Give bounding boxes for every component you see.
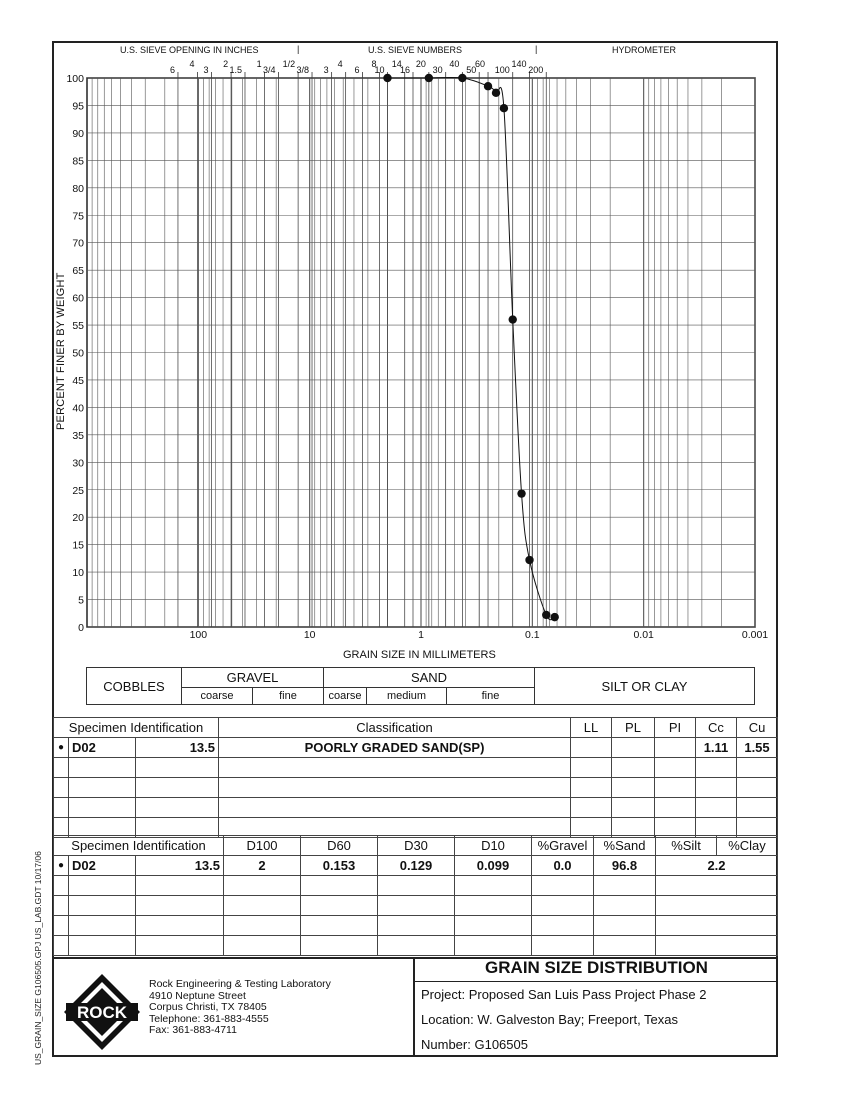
sand-pct-header: %Sand [594, 836, 656, 856]
header-divider-2: | [535, 44, 538, 54]
data-point [425, 74, 433, 82]
number-value: G106505 [474, 1037, 528, 1052]
data-point [509, 315, 517, 323]
title-underline [415, 981, 778, 982]
lab-city: Corpus Christi, TX 78405 [149, 1001, 267, 1013]
lab-street: 4910 Neptune Street [149, 989, 246, 1002]
y-tick-label: 10 [72, 567, 84, 580]
silt-pct-header: %Silt [656, 836, 717, 856]
cobbles-cell: COBBLES [87, 668, 182, 705]
sieve-number-label: 200 [528, 65, 544, 75]
y-tick-label: 15 [72, 539, 84, 552]
d30-header: D30 [378, 836, 455, 856]
empty-row [54, 876, 778, 896]
y-tick-label: 60 [72, 292, 84, 305]
pl-value [612, 738, 655, 758]
empty-row [54, 916, 778, 936]
gravel-pct-value: 0.0 [532, 856, 594, 876]
y-tick-label: 65 [72, 265, 84, 278]
y-tick-label: 30 [72, 457, 84, 470]
sieve-inch-label: 3 [203, 65, 209, 75]
project-label: Project: [421, 987, 466, 1002]
clay-pct-header: %Clay [717, 836, 778, 856]
number-line [421, 1037, 528, 1052]
report-title: GRAIN SIZE DISTRIBUTION [485, 958, 708, 977]
d60-value: 0.153 [301, 856, 378, 876]
y-tick-label: 50 [72, 347, 84, 360]
y-tick-label: 95 [72, 100, 84, 113]
silt-clay-cell: SILT OR CLAY [535, 668, 755, 705]
sieve-number-label: 8 [371, 59, 377, 69]
sieve-number-label: 30 [432, 65, 443, 75]
sieve-number-label: 60 [475, 59, 486, 69]
classification-bar [86, 667, 755, 705]
sieve-number-label: 3 [323, 65, 329, 75]
d10-header: D10 [455, 836, 532, 856]
y-tick-label: 70 [72, 237, 84, 250]
data-point [458, 74, 466, 82]
data-point [550, 613, 558, 621]
sieve-inch-label: 2 [223, 59, 229, 69]
y-tick-label: 100 [66, 73, 84, 85]
d100-header: D100 [224, 836, 301, 856]
classification-table [53, 717, 778, 838]
sieve-number-label: 140 [511, 59, 527, 69]
logo-text: ROCK [76, 1003, 128, 1022]
classification-header: Classification [219, 718, 571, 738]
sieve-inch-label: 1 [256, 59, 262, 69]
spec-id-header-2: Specimen Identification [54, 836, 224, 856]
pi-header: PI [655, 718, 696, 738]
sieve-inch-label: 1.5 [229, 65, 242, 75]
ll-value [571, 738, 612, 758]
gravel-fine-cell: fine [253, 687, 324, 704]
data-point [517, 489, 525, 497]
x-tick-label: 0.001 [741, 629, 769, 641]
pi-value [655, 738, 696, 758]
data-point [525, 556, 533, 564]
sieve-inch-label: 6 [169, 65, 175, 75]
gradation-table [53, 835, 778, 956]
y-tick-label: 35 [72, 429, 84, 442]
sieve-number-label: 4 [337, 59, 343, 69]
specimen-depth: 13.5 [136, 738, 219, 758]
d100-value: 2 [224, 856, 301, 876]
sand-pct-value: 96.8 [594, 856, 656, 876]
y-tick-label: 5 [78, 594, 84, 607]
data-point [492, 89, 500, 97]
sieve-inch-label: 1/2 [282, 59, 296, 69]
sieve-number-label: 40 [449, 59, 460, 69]
sieve-inch-label: 3/8 [296, 65, 310, 75]
rock-logo [62, 972, 142, 1052]
spec-id-header: Specimen Identification [54, 718, 219, 738]
y-tick-label: 75 [72, 210, 84, 223]
data-point [542, 611, 550, 619]
classification-value: POORLY GRADED SAND(SP) [219, 738, 571, 758]
specimen-id: D02 [69, 738, 136, 758]
project-value: Proposed San Luis Pass Project Phase 2 [468, 987, 707, 1002]
specimen-id-2: D02 [69, 856, 136, 876]
x-tick-label: 0.01 [633, 629, 654, 641]
d30-value: 0.129 [378, 856, 455, 876]
specimen-depth-2: 13.5 [136, 856, 224, 876]
tick-labels [66, 59, 768, 641]
empty-row [54, 778, 778, 798]
y-axis-title: PERCENT FINER BY WEIGHT [55, 272, 67, 430]
lab-name: Rock Engineering & Testing Laboratory [149, 978, 331, 990]
data-point [500, 104, 508, 112]
sand-medium-cell: medium [367, 687, 447, 704]
sieve-number-label: 14 [391, 59, 402, 69]
sieve-inch-label: 3/4 [262, 65, 276, 75]
y-tick-label: 80 [72, 182, 84, 195]
y-tick-label: 85 [72, 155, 84, 168]
x-tick-label: 100 [189, 629, 208, 641]
d60-header: D60 [301, 836, 378, 856]
x-tick-label: 0.1 [525, 629, 540, 641]
sieve-number-label: 6 [354, 65, 360, 75]
sieve-inches-header: U.S. SIEVE OPENING IN INCHES [120, 45, 259, 55]
empty-row [54, 798, 778, 818]
sand-fine-cell: fine [447, 687, 535, 704]
data-point [484, 82, 492, 90]
data-point [383, 74, 391, 82]
series-marker: ● [54, 738, 69, 758]
y-tick-label: 55 [72, 320, 84, 333]
gravel-coarse-cell: coarse [182, 687, 253, 704]
silt-clay-pct-value: 2.2 [656, 856, 778, 876]
cc-header: Cc [696, 718, 737, 738]
sand-cell: SAND [324, 668, 535, 688]
file-side-label: US_GRAIN_SIZE G106505.GPJ US_LAB.GDT 10/17/06 [33, 851, 43, 1065]
empty-row [54, 758, 778, 778]
y-tick-label: 25 [72, 484, 84, 497]
cu-value: 1.55 [737, 738, 778, 758]
gravel-pct-header: %Gravel [532, 836, 594, 856]
hydrometer-header: HYDROMETER [612, 45, 677, 55]
sieve-number-label: 20 [415, 59, 426, 69]
pl-header: PL [612, 718, 655, 738]
y-tick-label: 90 [72, 127, 84, 140]
y-tick-label: 40 [72, 402, 84, 415]
gravel-cell: GRAVEL [182, 668, 324, 688]
d10-value: 0.099 [455, 856, 532, 876]
y-tick-label: 0 [78, 622, 84, 634]
x-tick-label: 1 [418, 629, 424, 641]
sieve-number-label: 50 [466, 65, 477, 75]
sieve-number-label: 100 [494, 65, 510, 75]
number-label: Number: [421, 1037, 471, 1052]
series-marker-2: ● [54, 856, 69, 876]
location-line [421, 1012, 678, 1027]
sieve-numbers-header: U.S. SIEVE NUMBERS [368, 45, 463, 55]
empty-row [54, 936, 778, 956]
y-tick-label: 20 [72, 512, 84, 525]
cu-header: Cu [737, 718, 778, 738]
sieve-number-label: 10 [374, 65, 385, 75]
x-axis-title: GRAIN SIZE IN MILLIMETERS [343, 649, 496, 661]
lab-fax: Fax: 361-883-4711 [149, 1024, 237, 1036]
lab-address-block [149, 979, 331, 1037]
x-tick-label: 10 [303, 629, 316, 641]
empty-row [54, 896, 778, 916]
location-label: Location: [421, 1012, 474, 1027]
lab-phone: Telephone: 361-883-4555 [149, 1012, 269, 1025]
sand-coarse-cell: coarse [324, 687, 367, 704]
location-value: W. Galveston Bay; Freeport, Texas [477, 1012, 679, 1027]
chart-grid [87, 72, 755, 627]
project-line [421, 987, 706, 1002]
cc-value: 1.11 [696, 738, 737, 758]
ll-header: LL [571, 718, 612, 738]
sieve-inch-label: 4 [189, 59, 195, 69]
header-divider-1: | [297, 44, 300, 54]
y-tick-label: 45 [72, 374, 84, 387]
sieve-number-label: 16 [399, 65, 410, 75]
